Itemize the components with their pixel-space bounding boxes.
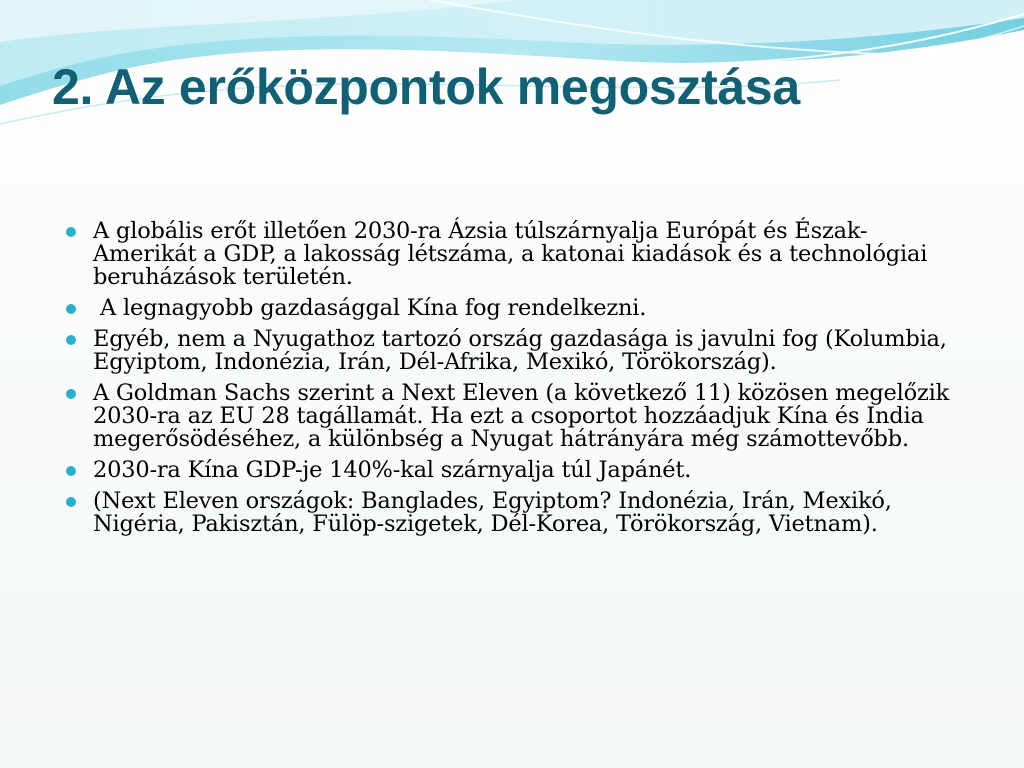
- bullet-item: [66, 220, 966, 289]
- bullet-dot-icon: [66, 227, 76, 237]
- bullet-item: [66, 459, 966, 482]
- bullet-dot-icon: [66, 466, 76, 476]
- bullet-text: (Next Eleven országok: Banglades, Egyiptom? Indonézia, Irán, Mexikó, Nigéria, Pakisztán, Fülöp-szigetek, Dél-Korea, Törökország, Vietnam).: [93, 488, 892, 537]
- bullet-item: [66, 382, 966, 451]
- bullet-item: [66, 328, 966, 374]
- bullet-list: [66, 220, 966, 544]
- bullet-dot-icon: [66, 335, 76, 345]
- bullet-dot-icon: [66, 497, 76, 507]
- bullet-item: [66, 490, 966, 536]
- bullet-text: A Goldman Sachs szerint a Next Eleven (a következő 11) közösen megelőzik 2030-ra az EU 28 tagállamát. Ha ezt a csoportot hozzáadjuk Kína és India megerősödéséhez, a különbség a Nyugat hátrányára még számottevőbb.: [93, 380, 950, 452]
- bullet-dot-icon: [66, 389, 76, 399]
- bullet-item: [66, 297, 966, 320]
- bullet-text: A legnagyobb gazdasággal Kína fog rendelkezni.: [93, 295, 647, 321]
- slide-title: 2. Az erőközpontok megosztása: [52, 59, 800, 115]
- bullet-text: 2030-ra Kína GDP-je 140%-kal szárnyalja túl Japánét.: [93, 457, 692, 483]
- bullet-dot-icon: [66, 304, 76, 314]
- bullet-text: A globális erőt illetően 2030-ra Ázsia túlszárnyalja Európát és Észak-Amerikát a GDP, a lakosság létszáma, a katonai kiadások és a technológiai beruházások területén.: [93, 218, 928, 290]
- bullet-text: Egyéb, nem a Nyugathoz tartozó ország gazdasága is javulni fog (Kolumbia, Egyiptom, Indonézia, Irán, Dél-Afrika, Mexikó, Törökország).: [93, 326, 947, 375]
